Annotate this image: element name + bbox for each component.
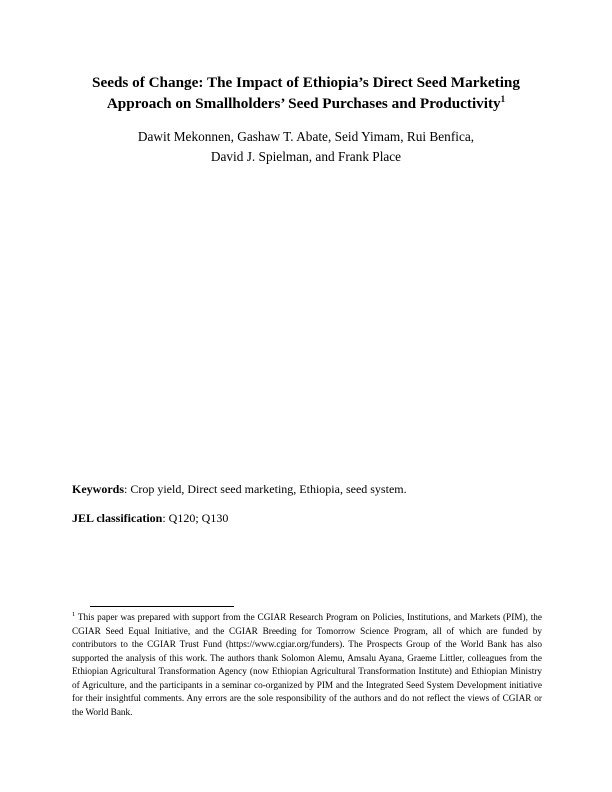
footnote-divider [90, 606, 234, 607]
keywords-line [72, 482, 407, 497]
paper-title [60, 72, 552, 114]
author-list [60, 127, 552, 167]
footnote-marker: 1 [72, 610, 76, 618]
jel-codes: : Q120; Q130 [162, 511, 229, 525]
authors-line-2: David J. Spielman, and Frank Place [210, 149, 402, 164]
authors-line-1: Dawit Mekonnen, Gashaw T. Abate, Seid Yimam, Rui Benfica, [137, 129, 475, 144]
footnote-text: This paper was prepared with support from the CGIAR Research Program on Policies, Institutions, and Markets (PIM), the CGIAR Seed Equal Initiative, and the CGIAR Breeding for Tomorrow Science Program, all of which are funded by contributors to the CGIAR Trust Fund (https://www.cgiar.org/funders). The Prospects Group of the World Bank has also supported the analysis of this work. The authors thank Solomon Alemu, Amsalu Ayana, Graeme Littler, colleagues from the Ethiopian Agricultural Transformation Agency (now Ethiopian Agricultural Transformation Institute) and Ethiopian Ministry of Agriculture, and the participants in a seminar co-organized by PIM and the Integrated Seed System Development initiative for their insightful comments. Any errors are the sole responsibility of the authors and do not reflect the views of CGIAR or the World Bank. [72, 613, 542, 718]
footnote [72, 612, 542, 720]
title-footnote-marker: 1 [500, 93, 506, 104]
keywords-label: Keywords [72, 482, 124, 496]
jel-label: JEL classification [72, 511, 163, 525]
title-line-1: Seeds of Change: The Impact of Ethiopia’s Direct Seed Marketing [92, 74, 520, 91]
jel-classification-line [72, 511, 228, 526]
keywords-text: : Crop yield, Direct seed marketing, Ethiopia, seed system. [124, 482, 407, 496]
title-line-2: Approach on Smallholders’ Seed Purchases and Productivity [106, 95, 501, 112]
